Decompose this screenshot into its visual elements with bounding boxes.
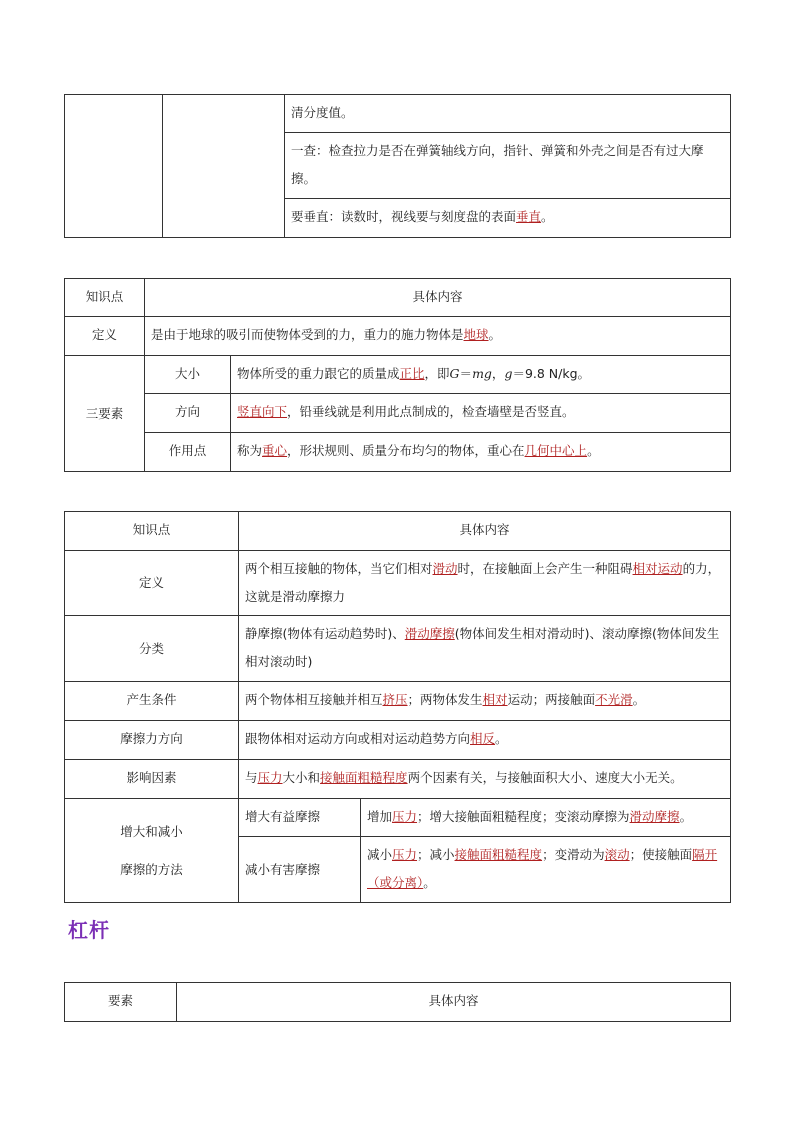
header-knowledge: 知识点	[65, 512, 239, 551]
size-text: 物体所受的重力跟它的质量成正比，即G＝mg，g＝9.8 N/kg。	[231, 356, 731, 394]
decrease-label: 减小有害摩擦	[239, 837, 361, 903]
header-knowledge: 知识点	[65, 279, 145, 317]
row-text: 清分度值。	[285, 95, 731, 133]
header-content: 具体内容	[145, 279, 731, 317]
three-elements-label: 三要素	[65, 356, 145, 472]
condition-label: 产生条件	[65, 682, 239, 721]
factors-text: 与压力大小和接触面粗糙程度两个因素有关，与接触面积大小、速度大小无关。	[239, 760, 731, 799]
blank-cell	[163, 95, 285, 238]
direction-label: 摩擦力方向	[65, 721, 239, 760]
definition-label: 定义	[65, 551, 239, 616]
header-content: 具体内容	[239, 512, 731, 551]
header-element: 要素	[65, 983, 177, 1022]
factors-label: 影响因素	[65, 760, 239, 799]
gravity-table	[64, 278, 731, 472]
methods-label: 增大和减小 摩擦的方法	[65, 799, 239, 903]
header-content: 具体内容	[177, 983, 731, 1022]
direction-label: 方向	[145, 394, 231, 433]
condition-text: 两个物体相互接触并相互挤压；两物体发生相对运动；两接触面不光滑。	[239, 682, 731, 721]
direction-text: 跟物体相对运动方向或相对运动趋势方向相反。	[239, 721, 731, 760]
decrease-text: 减小压力；减小接触面粗糙程度；变滑动为滚动；使接触面隔开（或分离）。	[361, 837, 731, 903]
classification-label: 分类	[65, 616, 239, 682]
lever-table	[64, 982, 731, 1022]
definition-text: 是由于地球的吸引而使物体受到的力，重力的施力物体是地球。	[145, 317, 731, 356]
blank-cell	[65, 95, 163, 238]
size-label: 大小	[145, 356, 231, 394]
definition-text: 两个相互接触的物体，当它们相对滑动时，在接触面上会产生一种阻碍相对运动的力，这就是滑动摩擦力	[239, 551, 731, 616]
increase-label: 增大有益摩擦	[239, 799, 361, 837]
friction-table	[64, 511, 731, 903]
definition-label: 定义	[65, 317, 145, 356]
point-text: 称为重心，形状规则、质量分布均匀的物体，重心在几何中心上。	[231, 433, 731, 472]
direction-text: 竖直向下，铅垂线就是利用此点制成的，检查墙壁是否竖直。	[231, 394, 731, 433]
classification-text: 静摩擦(物体有运动趋势时)、滑动摩擦(物体间发生相对滑动时)、滚动摩擦(物体间发生相对滚动时)	[239, 616, 731, 682]
row-text: 要垂直：读数时，视线要与刻度盘的表面垂直。	[285, 199, 731, 238]
point-label: 作用点	[145, 433, 231, 472]
increase-text: 增加压力；增大接触面粗糙程度；变滚动摩擦为滑动摩擦。	[361, 799, 731, 837]
section-heading-lever: 杠杆	[68, 918, 110, 942]
row-text: 一查：检查拉力是否在弹簧轴线方向，指针、弹簧和外壳之间是否有过大摩擦。	[285, 133, 731, 199]
spring-scale-table	[64, 94, 731, 238]
